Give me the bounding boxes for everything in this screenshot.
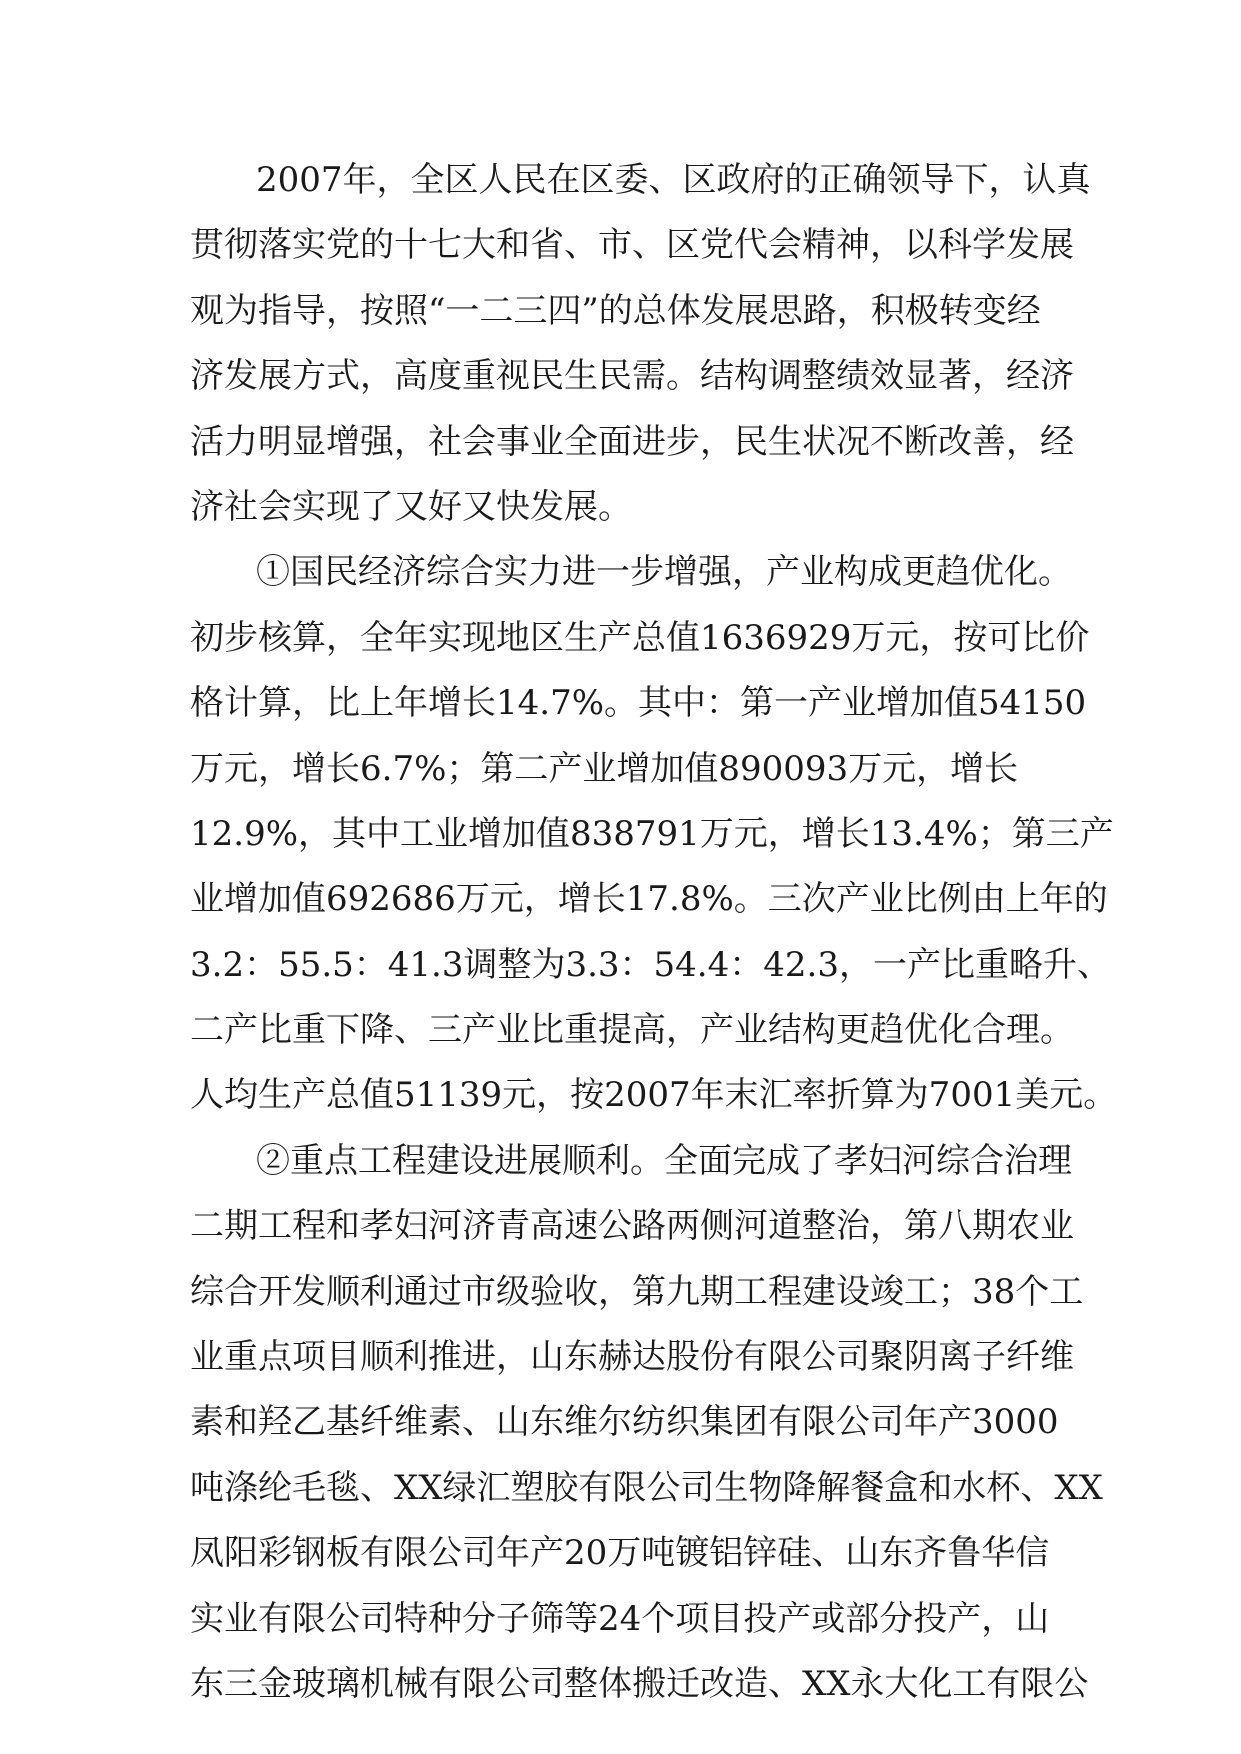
text-line: 东三金玻璃机械有限公司整体搬迁改造、XX永大化工有限公 bbox=[190, 1663, 1089, 1704]
text-line: 2007年，全区人民在区委、区政府的正确领导下，认真 bbox=[256, 160, 1091, 200]
text-line: 吨涤纶毛毯、XX绿汇塑胶有限公司生物降解餐盒和水杯、XX bbox=[190, 1467, 1103, 1508]
body-text bbox=[190, 148, 1118, 1717]
text-line: 济社会实现了又好又快发展。 bbox=[190, 486, 632, 527]
text-line: 活力明显增强，社会事业全面进步，民生状况不断改善，经 bbox=[190, 421, 1074, 462]
text-line: 12.9%，其中工业增加值838791万元，增长13.4%；第三产 bbox=[190, 813, 1114, 854]
text-line: 凤阳彩钢板有限公司年产20万吨镀铝锌硅、山东齐鲁华信 bbox=[190, 1533, 1050, 1574]
text-line: 实业有限公司特种分子筛等24个项目投产或部分投产，山 bbox=[190, 1598, 1050, 1639]
text-line: ①国民经济综合实力进一步增强，产业构成更趋优化。 bbox=[256, 552, 1072, 593]
text-line: 万元，增长6.7%；第二产业增加值890093万元，增长 bbox=[190, 748, 1019, 789]
text-line: 业重点项目顺利推进，山东赫达股份有限公司聚阴离子纤维 bbox=[190, 1337, 1074, 1378]
text-line: 观为指导，按照“一二三四”的总体发展思路，积极转变经 bbox=[190, 290, 1041, 331]
text-line: 3.2：55.5：41.3调整为3.3：54.4：42.3，一产比重略升、 bbox=[190, 944, 1111, 985]
text-line: 综合开发顺利通过市级验收，第九期工程建设竣工；38个工 bbox=[190, 1271, 1084, 1312]
text-line: 贯彻落实党的十七大和省、市、区党代会精神，以科学发展 bbox=[190, 225, 1074, 266]
text-line: 业增加值692686万元，增长17.8%。三次产业比例由上年的 bbox=[190, 879, 1108, 920]
text-line: 素和羟乙基纤维素、山东维尔纺织集团有限公司年产3000 bbox=[190, 1402, 1059, 1443]
text-line: 二产比重下降、三产业比重提高，产业结构更趋优化合理。 bbox=[190, 1010, 1074, 1051]
text-line: ②重点工程建设进展顺利。全面完成了孝妇河综合治理 bbox=[256, 1140, 1072, 1181]
text-line: 初步核算，全年实现地区生产总值1636929万元，按可比价 bbox=[190, 617, 1090, 658]
text-line: 二期工程和孝妇河济青高速公路两侧河道整治，第八期农业 bbox=[190, 1206, 1074, 1247]
text-line: 格计算，比上年增长14.7%。其中：第一产业增加值54150 bbox=[190, 683, 1087, 724]
text-line: 人均生产总值51139元，按2007年末汇率折算为7001美元。 bbox=[190, 1075, 1118, 1116]
text-line: 济发展方式，高度重视民生民需。结构调整绩效显著，经济 bbox=[190, 356, 1074, 397]
